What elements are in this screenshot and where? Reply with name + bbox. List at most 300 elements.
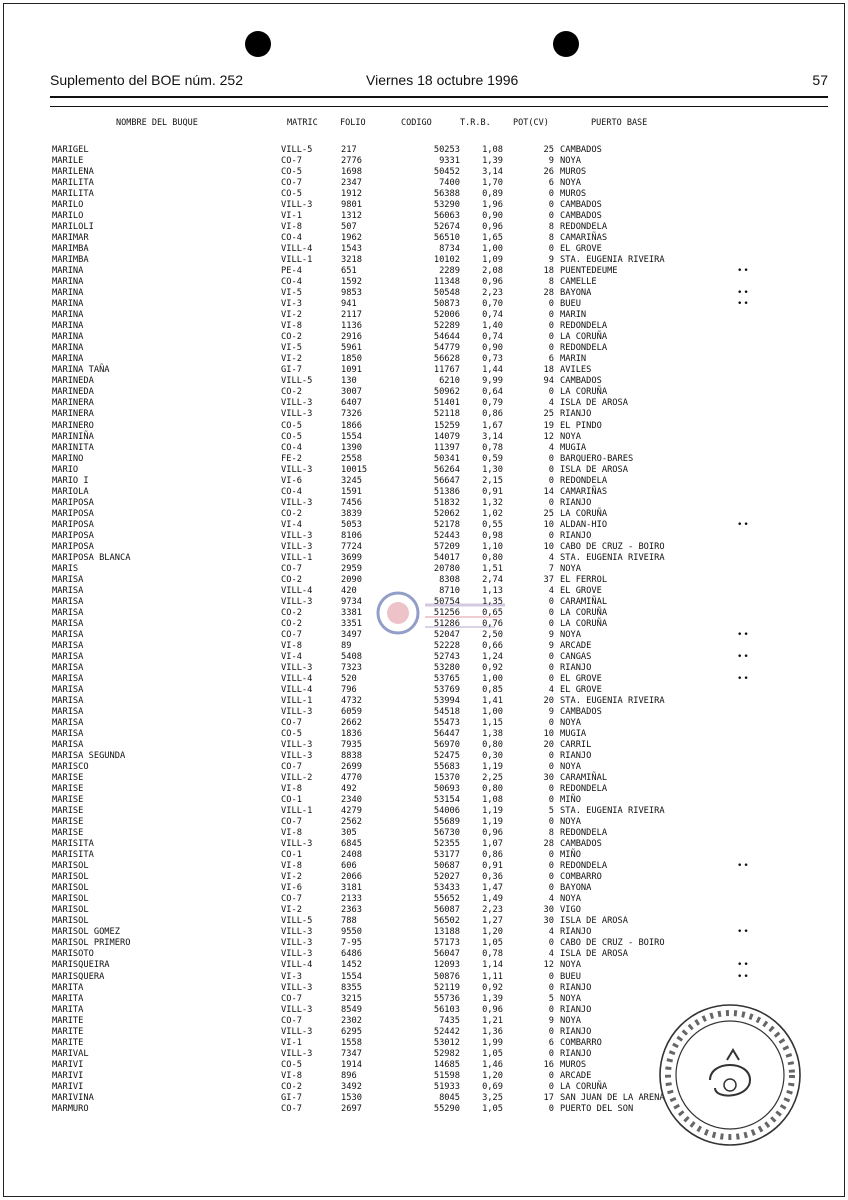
trb-value: 0,69 — [482, 1081, 503, 1092]
vessel-name: MARISOL — [52, 894, 89, 905]
codigo: 50876 — [433, 971, 460, 982]
puerto-base: ISLA DE AROSA — [560, 916, 628, 927]
codigo: 8045 — [439, 1092, 460, 1103]
codigo: 11348 — [433, 277, 460, 288]
puerto-base: CARAMIÑAL — [560, 596, 608, 607]
table-row — [0, 321, 848, 332]
table-row — [0, 972, 848, 983]
puerto-base: EL GROVE — [560, 684, 602, 695]
vessel-name: MARINITA — [52, 442, 94, 453]
folio: 217 — [341, 145, 357, 155]
table-row — [0, 376, 848, 387]
table-row — [0, 762, 848, 773]
potencia-cv: 0 — [548, 718, 554, 729]
puerto-base: NOYA — [560, 178, 581, 189]
matricula: VILL-3 — [281, 398, 313, 409]
codigo: 55290 — [433, 1103, 460, 1114]
potencia-cv: 0 — [548, 321, 554, 332]
codigo: 50452 — [433, 167, 460, 178]
codigo: 56730 — [433, 828, 460, 839]
codigo: 50693 — [433, 784, 460, 795]
vessel-name: MARINA — [52, 266, 84, 277]
puerto-base: RIANJO — [560, 497, 592, 508]
table-row — [0, 520, 848, 531]
annotation-mark: •• — [737, 861, 750, 872]
vessel-name: MARISA — [52, 585, 84, 596]
puerto-base: EL GROVE — [560, 585, 602, 596]
trb-value: 0,78 — [482, 442, 503, 453]
folio: 1558 — [341, 1037, 362, 1048]
folio: 2363 — [341, 905, 362, 916]
vessel-name: MARIPOSA — [52, 508, 94, 519]
codigo: 53177 — [433, 850, 460, 861]
vessel-name: MARILO — [52, 211, 84, 222]
vessel-name: MARINA TAÑA — [52, 365, 110, 376]
vessel-name: MARISQUEIRA — [52, 960, 110, 971]
trb-value: 2,15 — [482, 475, 503, 486]
puerto-base: NOYA — [560, 718, 581, 729]
codigo: 56502 — [433, 916, 460, 927]
codigo: 56103 — [433, 1004, 460, 1015]
potencia-cv: 18 — [543, 266, 554, 277]
table-row — [0, 222, 848, 233]
codigo: 53433 — [433, 883, 460, 894]
matricula: CO-2 — [281, 607, 302, 618]
folio: 420 — [341, 585, 357, 596]
vessel-name: MARISOL GOMEZ — [52, 927, 120, 938]
puerto-base: VIGO — [560, 905, 581, 916]
trb-value: 0,85 — [482, 684, 503, 695]
trb-value: 0,78 — [482, 949, 503, 960]
annotation-mark: •• — [737, 927, 750, 938]
vessel-name: MARISE — [52, 784, 84, 795]
puerto-base: REDONDELA — [560, 861, 608, 872]
matricula: CO-5 — [281, 431, 302, 442]
puerto-base: CAMBADOS — [560, 376, 602, 387]
codigo: 53994 — [433, 696, 460, 706]
folio: 3218 — [341, 255, 362, 266]
vessel-name: MARISOTO — [52, 949, 94, 960]
matricula: VI-4 — [281, 651, 302, 662]
folio: 1698 — [341, 167, 362, 178]
table-row — [0, 751, 848, 762]
matricula: VILL-4 — [281, 244, 313, 255]
matricula: VILL-3 — [281, 949, 313, 960]
folio: 8106 — [341, 530, 362, 541]
codigo: 51256 — [433, 607, 460, 618]
potencia-cv: 4 — [548, 442, 554, 453]
table-row — [0, 872, 848, 883]
codigo: 55689 — [433, 817, 460, 828]
folio: 6845 — [341, 839, 362, 850]
table-row — [0, 696, 848, 707]
annotation-mark: •• — [737, 519, 750, 530]
table-row — [0, 861, 848, 872]
vessel-name: MARILITA — [52, 189, 94, 200]
codigo: 56063 — [433, 211, 460, 222]
trb-value: 0,92 — [482, 662, 503, 673]
trb-value: 0,90 — [482, 211, 503, 222]
codigo: 55736 — [433, 993, 460, 1004]
trb-value: 1,07 — [482, 839, 503, 850]
matricula: CO-7 — [281, 762, 302, 773]
annotation-mark: •• — [737, 299, 750, 310]
vessel-name: MARISE — [52, 806, 84, 817]
codigo: 50754 — [433, 596, 460, 607]
puerto-base: REDONDELA — [560, 475, 608, 486]
puerto-base: REDONDELA — [560, 784, 608, 795]
table-row — [0, 487, 848, 498]
puerto-base: NOYA — [560, 960, 581, 971]
vessel-name: MARISOL PRIMERO — [52, 938, 131, 949]
potencia-cv: 10 — [543, 729, 554, 740]
folio: 3007 — [341, 387, 362, 398]
trb-value: 0,74 — [482, 332, 503, 343]
vessel-name: MARISA — [52, 651, 84, 662]
codigo: 51832 — [433, 497, 460, 508]
table-row — [0, 663, 848, 674]
potencia-cv: 0 — [548, 662, 554, 673]
vessel-name: MARISITA — [52, 850, 94, 861]
table-row — [0, 288, 848, 299]
table-row — [0, 894, 848, 905]
trb-value: 1,65 — [482, 233, 503, 244]
col-pot-header: POT(CV) — [513, 118, 549, 128]
folio: 606 — [341, 861, 357, 872]
potencia-cv: 19 — [543, 420, 554, 431]
puerto-base: CANGAS — [560, 651, 592, 662]
folio: 1850 — [341, 354, 362, 365]
folio: 896 — [341, 1070, 357, 1081]
potencia-cv: 0 — [548, 883, 554, 894]
potencia-cv: 9 — [548, 707, 554, 718]
folio: 6407 — [341, 398, 362, 409]
codigo: 50687 — [433, 861, 460, 872]
matricula: CO-5 — [281, 189, 302, 200]
codigo: 54006 — [433, 806, 460, 817]
annotation-mark: •• — [737, 629, 750, 640]
table-row — [0, 784, 848, 795]
codigo: 15370 — [433, 773, 460, 784]
vessel-name: MARIO — [52, 464, 79, 475]
puerto-base: LA CORUÑA — [560, 618, 608, 629]
table-row — [0, 332, 848, 343]
table-row — [0, 255, 848, 266]
table-row — [0, 167, 848, 178]
matricula: VILL-3 — [281, 751, 313, 762]
matricula: GI-7 — [281, 365, 302, 376]
puerto-base: NOYA — [560, 894, 581, 905]
table-row — [0, 850, 848, 861]
potencia-cv: 28 — [543, 839, 554, 850]
puerto-base: CAMARIÑAS — [560, 486, 608, 497]
matricula: FE-2 — [281, 453, 302, 464]
puerto-base: MUROS — [560, 167, 587, 178]
matricula: VI-6 — [281, 883, 302, 894]
potencia-cv: 9 — [548, 156, 554, 167]
puerto-base: LA CORUÑA — [560, 1081, 608, 1092]
table-row — [0, 564, 848, 575]
codigo: 14685 — [433, 1059, 460, 1070]
vessel-name: MARIGEL — [52, 145, 89, 155]
codigo: 52178 — [433, 519, 460, 530]
folio: 1543 — [341, 244, 362, 255]
puerto-base: NOYA — [560, 156, 581, 167]
table-row — [0, 343, 848, 354]
matricula: VILL-5 — [281, 916, 313, 927]
trb-value: 1,11 — [482, 971, 503, 982]
trb-value: 1,19 — [482, 762, 503, 773]
potencia-cv: 0 — [548, 244, 554, 255]
puerto-base: COMBARRO — [560, 1037, 602, 1048]
vessel-name: MARISE — [52, 795, 84, 806]
puerto-base: PUERTO DEL SON — [560, 1103, 634, 1114]
puerto-base: MARIN — [560, 310, 587, 321]
potencia-cv: 20 — [543, 696, 554, 706]
matricula: VILL-3 — [281, 409, 313, 420]
codigo: 12093 — [433, 960, 460, 971]
table-row — [0, 145, 848, 156]
table-row — [0, 465, 848, 476]
matricula: CO-2 — [281, 332, 302, 343]
vessel-name: MARISE — [52, 817, 84, 828]
trb-value: 1,00 — [482, 673, 503, 684]
folio: 5961 — [341, 343, 362, 354]
potencia-cv: 4 — [548, 585, 554, 596]
puerto-base: CABO DE CRUZ - BOIRO — [560, 938, 665, 949]
trb-value: 0,55 — [482, 519, 503, 530]
vessel-name: MARISOL — [52, 916, 89, 927]
potencia-cv: 25 — [543, 145, 554, 155]
vessel-name: MARISQUERA — [52, 971, 105, 982]
trb-value: 1,67 — [482, 420, 503, 431]
codigo: 54779 — [433, 343, 460, 354]
trb-value: 1,13 — [482, 585, 503, 596]
matricula: VILL-3 — [281, 707, 313, 718]
folio: 796 — [341, 684, 357, 695]
folio: 3351 — [341, 618, 362, 629]
puerto-base: CAMBADOS — [560, 839, 602, 850]
potencia-cv: 8 — [548, 277, 554, 288]
vessel-name: MARINA — [52, 354, 84, 365]
trb-value: 0,36 — [482, 872, 503, 883]
vessel-name: MARISA — [52, 740, 84, 751]
puerto-base: BUEU — [560, 971, 581, 982]
matricula: CO-5 — [281, 1059, 302, 1070]
vessel-name: MARIPOSA — [52, 497, 94, 508]
table-row — [0, 905, 848, 916]
table-row — [0, 211, 848, 222]
puerto-base: NOYA — [560, 762, 581, 773]
codigo: 54644 — [433, 332, 460, 343]
codigo: 53769 — [433, 684, 460, 695]
trb-value: 1,99 — [482, 1037, 503, 1048]
header-rule-top — [50, 96, 828, 98]
table-row — [0, 707, 848, 718]
trb-value: 1,36 — [482, 1026, 503, 1037]
potencia-cv: 0 — [548, 211, 554, 222]
codigo: 52475 — [433, 751, 460, 762]
potencia-cv: 0 — [548, 332, 554, 343]
vessel-name: MARIO I — [52, 475, 89, 486]
vessel-name: MARIPOSA BLANCA — [52, 552, 131, 563]
codigo: 8710 — [439, 585, 460, 596]
folio: 788 — [341, 916, 357, 927]
matricula: CO-4 — [281, 486, 302, 497]
codigo: 54518 — [433, 707, 460, 718]
vessel-name: MARINERO — [52, 420, 94, 431]
puerto-base: CABO DE CRUZ - BOIRO — [560, 541, 665, 552]
vessel-name: MARIMBA — [52, 255, 89, 266]
codigo: 9331 — [439, 156, 460, 167]
folio: 3492 — [341, 1081, 362, 1092]
potencia-cv: 9 — [548, 1015, 554, 1026]
folio: 5053 — [341, 519, 362, 530]
table-row — [0, 795, 848, 806]
folio: 492 — [341, 784, 357, 795]
trb-value: 1,35 — [482, 596, 503, 607]
potencia-cv: 30 — [543, 773, 554, 784]
folio: 10015 — [341, 464, 368, 475]
codigo: 56447 — [433, 729, 460, 740]
vessel-name: MARIPOSA — [52, 530, 94, 541]
puerto-base: SAN JUAN DE LA ARENA — [560, 1092, 665, 1103]
puerto-base: NOYA — [560, 563, 581, 574]
trb-value: 1,44 — [482, 365, 503, 376]
puerto-base: AVILES — [560, 365, 592, 376]
puerto-base: REDONDELA — [560, 828, 608, 839]
matricula: VILL-3 — [281, 497, 313, 508]
folio: 2959 — [341, 563, 362, 574]
trb-value: 1,20 — [482, 1070, 503, 1081]
trb-value: 1,24 — [482, 651, 503, 662]
puerto-base: RIANJO — [560, 530, 592, 541]
folio: 2408 — [341, 850, 362, 861]
folio: 2776 — [341, 156, 362, 167]
puerto-base: CAMARIÑAS — [560, 233, 608, 244]
matricula: VI-2 — [281, 310, 302, 321]
punch-hole-left — [245, 31, 271, 57]
vessel-name: MARISITA — [52, 839, 94, 850]
matricula: PE-4 — [281, 266, 302, 277]
trb-value: 1,27 — [482, 916, 503, 927]
folio: 9853 — [341, 288, 362, 299]
codigo: 52062 — [433, 508, 460, 519]
vessel-name: MARISA — [52, 696, 84, 706]
matricula: VILL-4 — [281, 684, 313, 695]
folio: 7-95 — [341, 938, 362, 949]
codigo: 53012 — [433, 1037, 460, 1048]
codigo: 13188 — [433, 927, 460, 938]
table-row — [0, 883, 848, 894]
table-row — [0, 839, 848, 850]
vessel-name: MARINERA — [52, 409, 94, 420]
trb-value: 1,05 — [482, 938, 503, 949]
vessel-name: MARINA — [52, 277, 84, 288]
vessel-name: MARISA SEGUNDA — [52, 751, 126, 762]
vessel-name: MARITA — [52, 982, 84, 993]
trb-value: 0,96 — [482, 828, 503, 839]
trb-value: 3,25 — [482, 1092, 503, 1103]
vessel-name: MARIVI — [52, 1070, 84, 1081]
col-matric-header: MATRIC — [287, 118, 318, 128]
puerto-base: STA. EUGENIA RIVEIRA — [560, 696, 665, 706]
codigo: 56628 — [433, 354, 460, 365]
vessel-name: MARINERA — [52, 398, 94, 409]
potencia-cv: 4 — [548, 894, 554, 905]
table-row — [0, 443, 848, 454]
trb-value: 0,64 — [482, 387, 503, 398]
potencia-cv: 0 — [548, 475, 554, 486]
vessel-name: MARISA — [52, 662, 84, 673]
trb-value: 3,14 — [482, 431, 503, 442]
folio: 7347 — [341, 1048, 362, 1059]
potencia-cv: 0 — [548, 751, 554, 762]
codigo: 6210 — [439, 376, 460, 387]
matricula: GI-7 — [281, 1092, 302, 1103]
potencia-cv: 0 — [548, 530, 554, 541]
folio: 1312 — [341, 211, 362, 222]
codigo: 52982 — [433, 1048, 460, 1059]
matricula: VILL-5 — [281, 145, 313, 155]
codigo: 7435 — [439, 1015, 460, 1026]
potencia-cv: 8 — [548, 233, 554, 244]
folio: 3839 — [341, 508, 362, 519]
col-folio-header: FOLIO — [340, 118, 366, 128]
codigo: 15259 — [433, 420, 460, 431]
table-row — [0, 277, 848, 288]
codigo: 51598 — [433, 1070, 460, 1081]
matricula: VI-3 — [281, 971, 302, 982]
table-row — [0, 498, 848, 509]
puerto-base: ALDAN-HIO — [560, 519, 608, 530]
codigo: 52442 — [433, 1026, 460, 1037]
vessel-name: MARMURO — [52, 1103, 89, 1114]
vessel-name: MARISA — [52, 640, 84, 651]
codigo: 52047 — [433, 629, 460, 640]
table-row — [0, 828, 848, 839]
folio: 651 — [341, 266, 357, 277]
matricula: VI-5 — [281, 343, 302, 354]
puerto-base: RIANJO — [560, 662, 592, 673]
vessel-name: MARITA — [52, 993, 84, 1004]
vessel-name: MARISCO — [52, 762, 89, 773]
potencia-cv: 0 — [548, 299, 554, 310]
matricula: CO-5 — [281, 420, 302, 431]
matricula: VILL-3 — [281, 740, 313, 751]
matricula: CO-2 — [281, 618, 302, 629]
puerto-base: STA. EUGENIA RIVEIRA — [560, 552, 665, 563]
trb-value: 1,05 — [482, 1103, 503, 1114]
matricula: VILL-2 — [281, 773, 313, 784]
trb-value: 1,38 — [482, 729, 503, 740]
vessel-name: MARISOL — [52, 883, 89, 894]
trb-value: 0,91 — [482, 861, 503, 872]
potencia-cv: 37 — [543, 574, 554, 585]
folio: 8549 — [341, 1004, 362, 1015]
potencia-cv: 28 — [543, 288, 554, 299]
matricula: CO-7 — [281, 718, 302, 729]
table-row — [0, 949, 848, 960]
puerto-base: EL GROVE — [560, 244, 602, 255]
trb-value: 0,96 — [482, 1004, 503, 1015]
puerto-base: CARRIL — [560, 740, 592, 751]
potencia-cv: 0 — [548, 1081, 554, 1092]
matricula: CO-7 — [281, 993, 302, 1004]
puerto-base: COMBARRO — [560, 872, 602, 883]
codigo: 56264 — [433, 464, 460, 475]
vessel-name: MARINA — [52, 288, 84, 299]
